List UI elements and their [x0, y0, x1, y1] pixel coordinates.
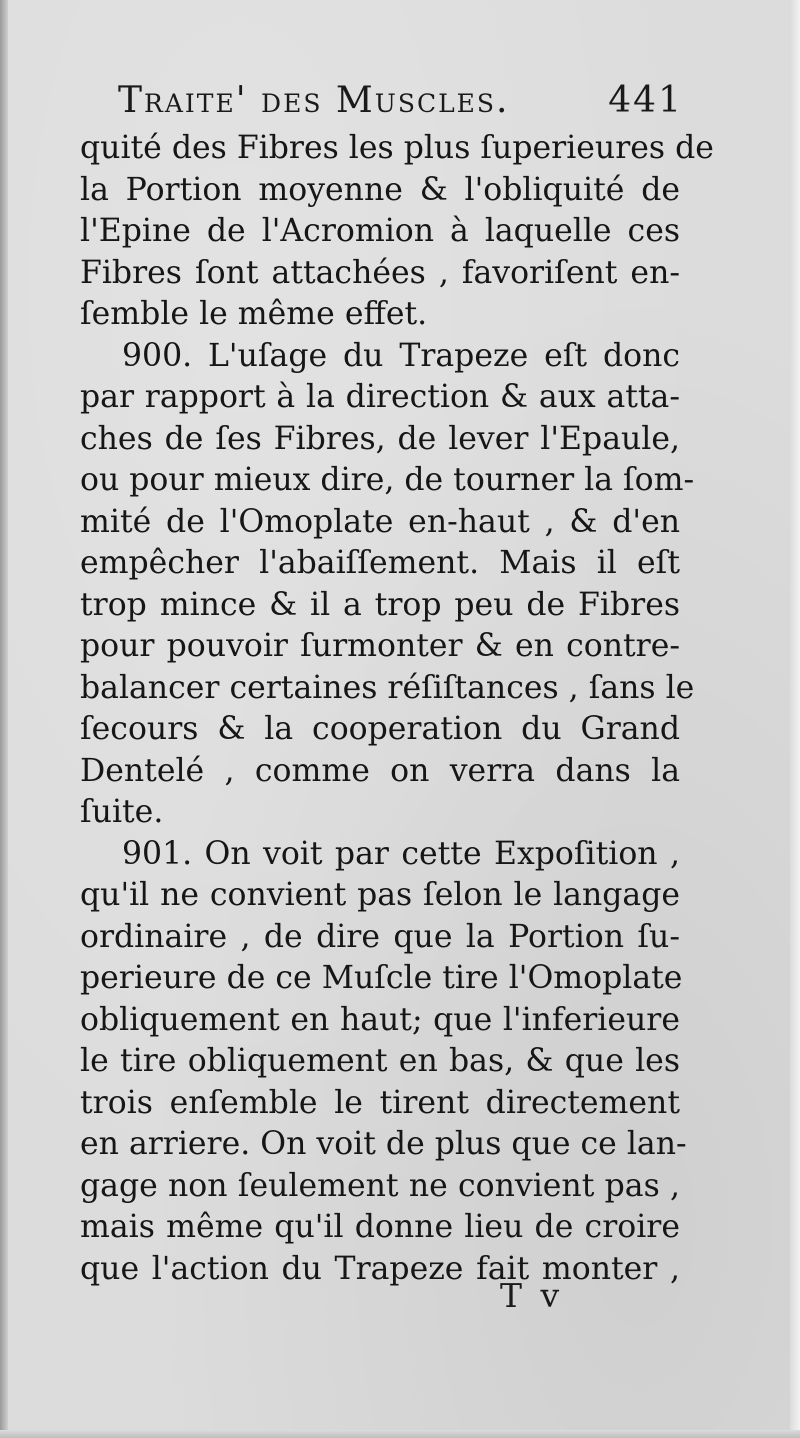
text-line: obliquement en haut; que l'inferieure	[80, 1001, 680, 1038]
text-line: pour pouvoir ſurmonter & en contre-	[80, 628, 680, 664]
paragraph-901-start: 901. On voit par cette Expoſition ,	[122, 835, 680, 872]
text-line: qu'il ne convient pas ſelon le langage	[80, 877, 680, 913]
page-gutter-shadow	[0, 0, 8, 1438]
text-line: par rapport à la direction & aux atta-	[80, 379, 680, 415]
text-line: l'Epine de l'Acromion à laquelle ces	[80, 213, 680, 249]
body-text	[80, 128, 714, 1290]
text-line: ſecours & la cooperation du Grand	[80, 711, 680, 747]
text-line: ordinaire , de dire que la Portion ſu-	[80, 918, 680, 955]
text-line: la Portion moyenne & l'obliquité de	[80, 171, 680, 208]
text-line: perieure de ce Muſcle tire l'Omoplate	[80, 960, 683, 996]
text-line: que l'action du Trapeze fait monter ,	[80, 1250, 680, 1287]
text-line: le tire obliquement en bas, & que les	[80, 1043, 680, 1079]
text-line: quité des Fibres les plus ſuperieures de	[80, 130, 714, 166]
text-line: trop mince & il a trop peu de Fibres	[80, 586, 680, 623]
text-line: ou pour mieux dire, de tourner la ſom-	[80, 462, 695, 498]
text-line: mais même qu'il donne lieu de croire	[80, 1209, 680, 1245]
text-line: mité de l'Omoplate en-haut , & d'en	[80, 503, 680, 540]
running-head	[118, 76, 683, 126]
running-title: Traite' des Muscles.	[118, 80, 510, 121]
text-line: empêcher l'abaiſſement. Mais il eſt	[80, 545, 680, 581]
signature-mark: T v	[500, 1276, 564, 1315]
text-line: trois enſemble le tirent directement	[80, 1084, 680, 1121]
text-line: balancer certaines réſiſtances , ſans le	[80, 669, 695, 706]
page-bottom-edge	[0, 1430, 800, 1438]
page-number: 441	[608, 80, 683, 121]
text-line: ſuite.	[80, 794, 164, 830]
text-line: ſemble le même effet.	[80, 296, 428, 332]
text-line: Fibres ſont attachées , favoriſent en-	[80, 254, 680, 291]
paragraph-900-start: 900. L'uſage du Trapeze eſt donc	[122, 337, 680, 374]
text-line: en arriere. On voit de plus que ce lan-	[80, 1126, 687, 1162]
text-line: Dentelé , comme on verra dans la	[80, 752, 680, 789]
page-edge	[790, 0, 800, 1438]
text-line: gage non ſeulement ne convient pas ,	[80, 1167, 680, 1204]
text-line: ches de ſes Fibres, de lever l'Epaule,	[80, 420, 680, 457]
